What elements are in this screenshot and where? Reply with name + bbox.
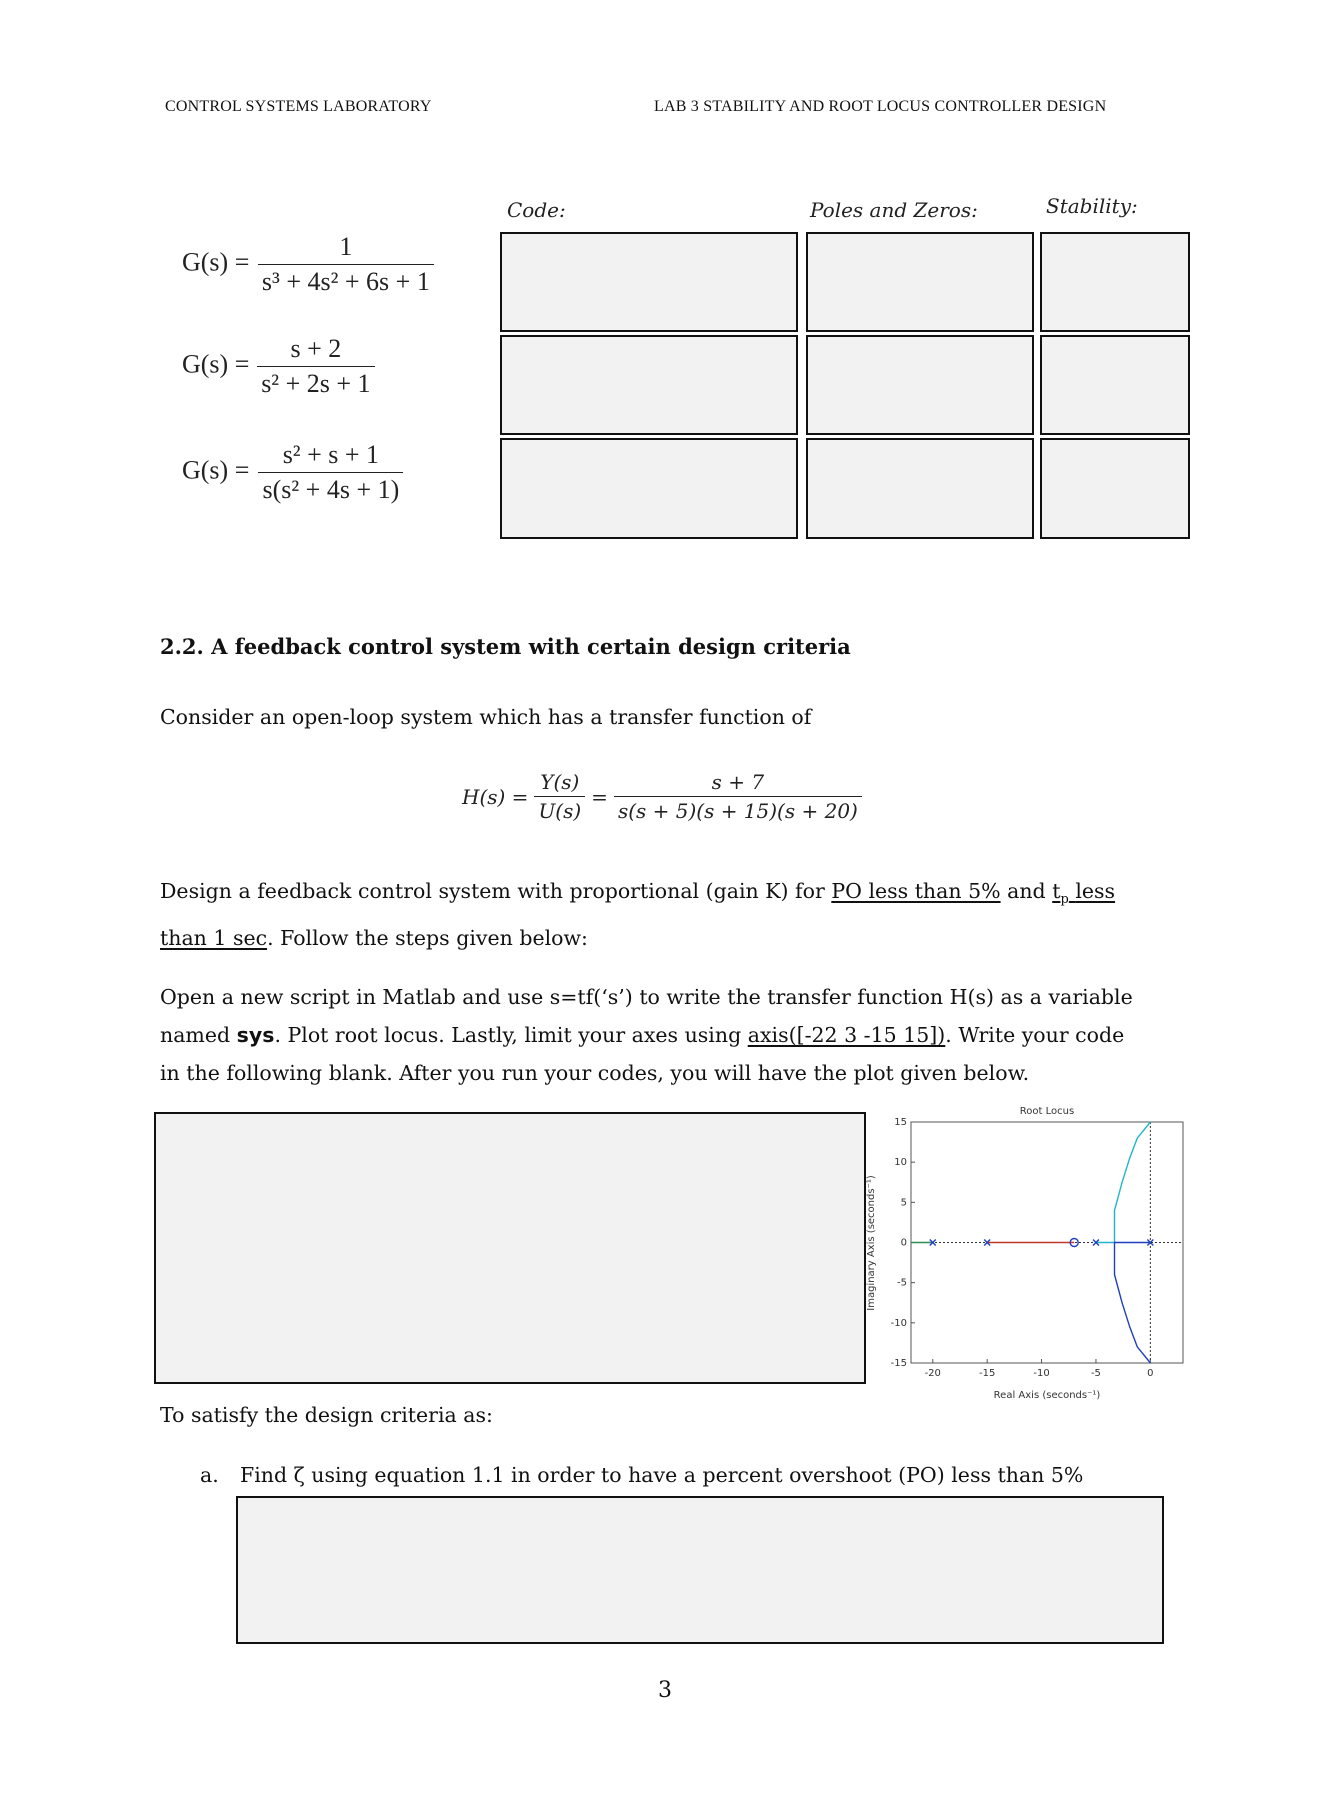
- item-a-text: Find ζ using equation 1.1 in order to have a percent overshoot (PO) less than 5%: [240, 1463, 1084, 1487]
- x-tick-label: -20: [924, 1368, 941, 1379]
- g-label: G(s) =: [182, 455, 250, 485]
- eq2-denominator: s² + 2s + 1: [257, 366, 374, 399]
- stability-box-3[interactable]: [1040, 438, 1190, 539]
- eq3-denominator: s(s² + 4s + 1): [258, 472, 403, 505]
- hs-equals: =: [591, 784, 608, 809]
- poles-box-1[interactable]: [806, 232, 1034, 332]
- po-criterion: PO less than 5%: [831, 879, 1001, 903]
- section-title: 2.2. A feedback control system with certain design criteria: [160, 634, 851, 659]
- y-tick-label: -10: [890, 1317, 907, 1329]
- code-box-2[interactable]: [500, 335, 798, 435]
- col-poles-heading: Poles and Zeros:: [810, 198, 978, 222]
- page-number: 3: [658, 1678, 672, 1703]
- header-right: LAB 3 STABILITY AND ROOT LOCUS CONTROLLER DESIGN: [654, 98, 1107, 115]
- equation-3: [182, 440, 406, 505]
- y-tick-label: 15: [894, 1117, 907, 1128]
- instructions-line-2b: . Write your code: [945, 1023, 1125, 1047]
- satisfy-text: To satisfy the design criteria as:: [160, 1403, 493, 1427]
- equation-1: [182, 232, 436, 297]
- sys-variable: sys: [236, 1023, 275, 1047]
- tp-less: less: [1075, 879, 1116, 903]
- tp-than: than 1 sec: [160, 926, 268, 951]
- eq3-numerator: s² + s + 1: [282, 440, 380, 469]
- item-a-marker: a.: [200, 1463, 219, 1487]
- g-label: G(s) =: [182, 349, 250, 379]
- g-label: G(s) =: [182, 247, 250, 277]
- code-box-3[interactable]: [500, 438, 798, 539]
- design-paragraph: [160, 872, 1200, 957]
- x-axis-label: Real Axis (seconds⁻¹): [993, 1390, 1101, 1401]
- hs-ratio-den: U(s): [534, 796, 585, 823]
- tp-t: t: [1052, 879, 1061, 903]
- poles-box-2[interactable]: [806, 335, 1034, 435]
- hs-ratio-num: Y(s): [540, 770, 580, 794]
- instructions-line-2: . Plot root locus. Lastly, limit your axes using: [274, 1023, 742, 1047]
- header-left: CONTROL SYSTEMS LABORATORY: [165, 98, 432, 115]
- design-and: and: [1007, 879, 1046, 903]
- y-tick-label: 0: [900, 1237, 907, 1249]
- x-tick-label: 0: [1147, 1368, 1154, 1379]
- eq1-denominator: s³ + 4s² + 6s + 1: [258, 264, 434, 297]
- zeta-answer-box[interactable]: [236, 1496, 1164, 1644]
- stability-box-1[interactable]: [1040, 232, 1190, 332]
- eq2-numerator: s + 2: [290, 334, 342, 363]
- axis-command: axis([-22 3 -15 15]): [747, 1023, 946, 1047]
- instructions-line-1: Open a new script in Matlab and use s=tf(‘s’) to write the transfer function H(s) as a variable: [160, 985, 1133, 1009]
- design-text-1: Design a feedback control system with proportional (gain K) for: [160, 879, 825, 903]
- x-tick-label: -5: [1090, 1368, 1101, 1379]
- instructions-line-3: in the following blank. After you run your codes, you will have the plot given below.: [160, 1061, 1030, 1085]
- instructions-named: named: [160, 1023, 231, 1047]
- x-tick-label: -10: [1033, 1368, 1050, 1379]
- root-locus-chart: [864, 1098, 1194, 1408]
- instructions-paragraph: [160, 978, 1200, 1092]
- y-tick-label: -15: [890, 1358, 907, 1369]
- hs-lhs: H(s) =: [462, 784, 529, 809]
- equation-2: [182, 334, 376, 399]
- col-code-heading: Code:: [507, 198, 566, 222]
- poles-box-3[interactable]: [806, 438, 1034, 539]
- code-answer-box[interactable]: [154, 1112, 866, 1384]
- y-tick-label: -5: [897, 1277, 907, 1289]
- code-box-1[interactable]: [500, 232, 798, 332]
- intro-text: Consider an open-loop system which has a transfer function of: [160, 705, 812, 729]
- stability-box-2[interactable]: [1040, 335, 1190, 435]
- design-text-2: . Follow the steps given below:: [267, 926, 588, 951]
- tp-criterion: [1052, 879, 1116, 908]
- hs-equation: [462, 770, 862, 823]
- x-tick-label: -15: [978, 1368, 996, 1379]
- y-tick-label: 5: [900, 1197, 907, 1209]
- col-stability-heading: Stability:: [1046, 194, 1138, 218]
- hs-denominator: s(s + 5)(s + 15)(s + 20): [614, 796, 862, 823]
- chart-title: Root Locus: [1019, 1106, 1075, 1117]
- hs-numerator: s + 7: [711, 770, 765, 794]
- y-tick-label: 10: [894, 1157, 907, 1169]
- tp-sub: p: [1060, 892, 1069, 908]
- y-axis-label: Imaginary Axis (seconds⁻¹): [866, 1175, 877, 1311]
- eq1-numerator: 1: [339, 232, 353, 261]
